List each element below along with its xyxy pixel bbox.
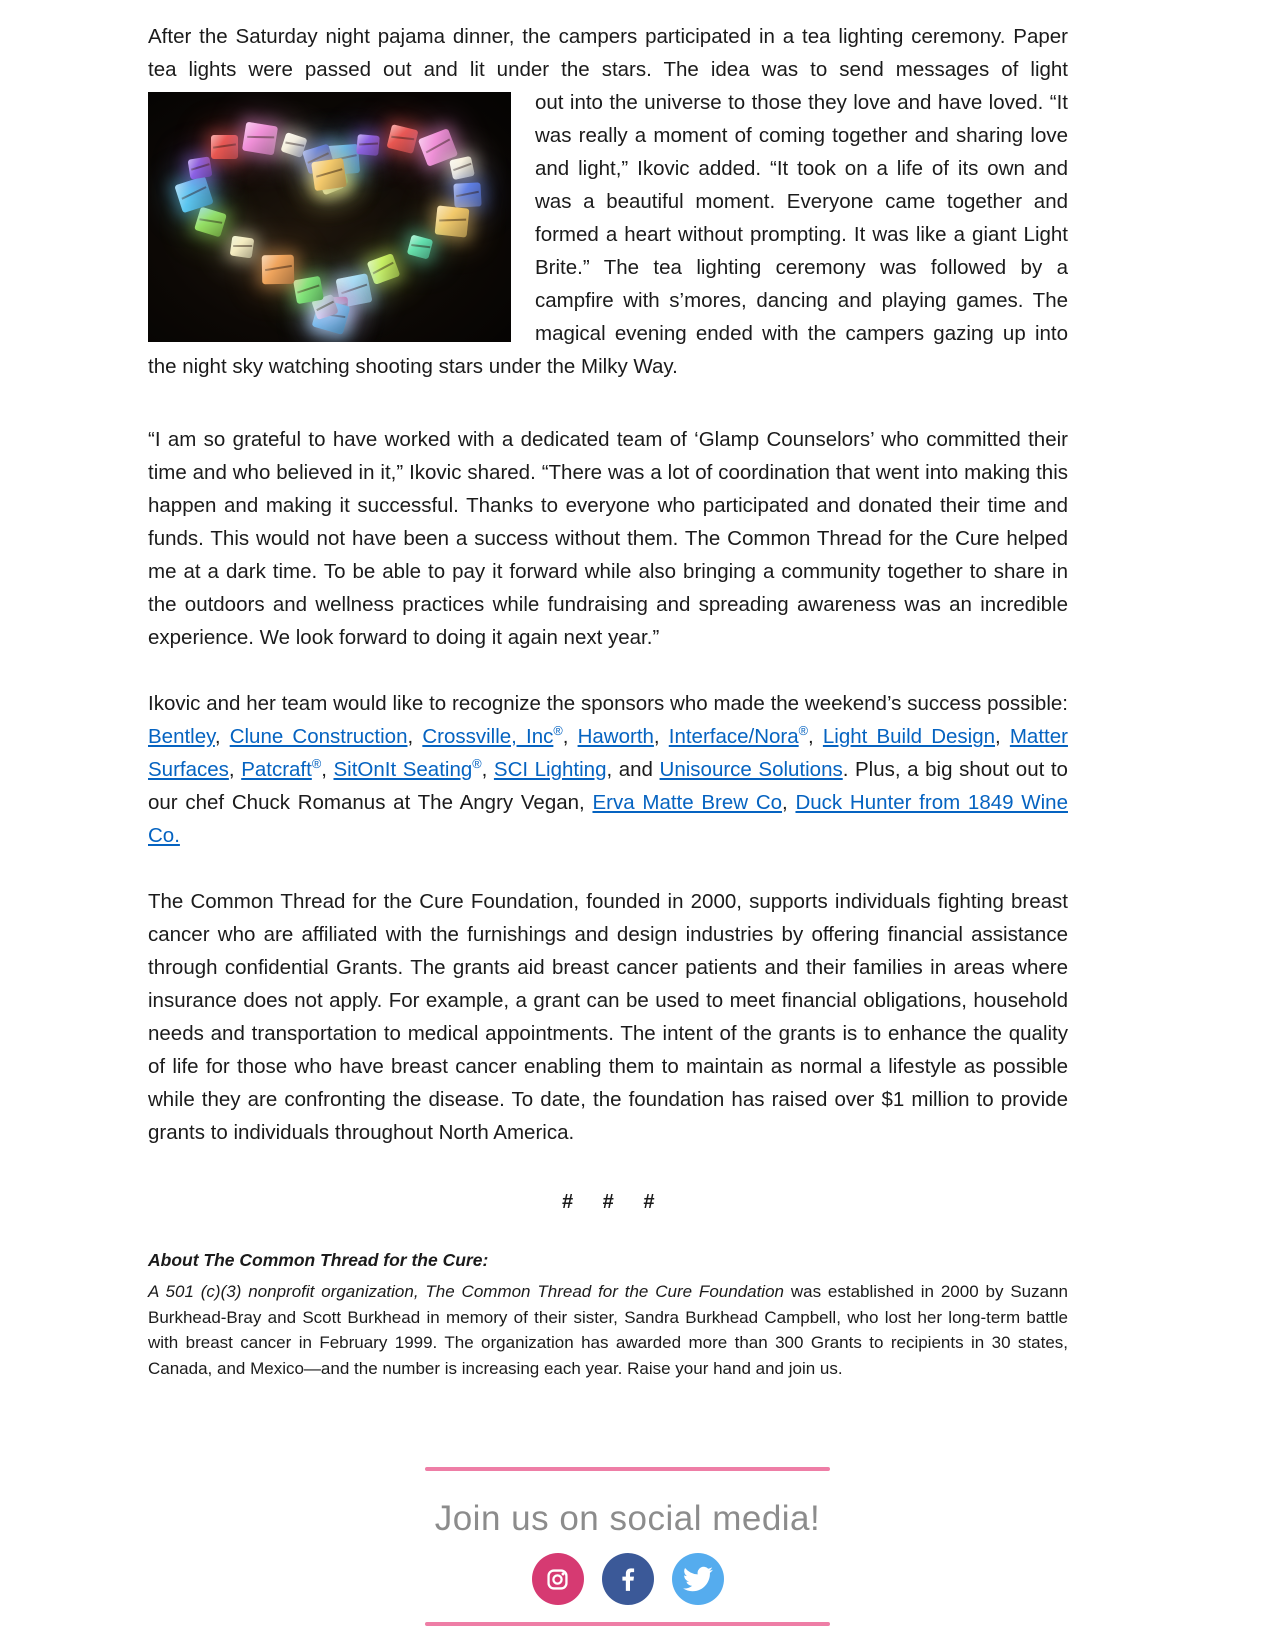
text-run: , xyxy=(995,725,1010,748)
text-run: , xyxy=(782,791,796,814)
facebook-icon[interactable] xyxy=(602,1553,654,1605)
social-icons-row xyxy=(425,1553,830,1605)
paper-lantern xyxy=(453,182,481,207)
paragraph-quote: “I am so grateful to have worked with a dedicated team of ‘Glamp Counselors’ who committed their time and who believed in it,” Ikovic shared. “There was a lot of coordination that went into making this happen and making it successful. Thanks to everyone who participated and donated their time and funds. This would not have been a success without them. The Common Thread for the Cure helped me at a dark time. To be able to pay it forward while also bringing a community together to share in the outdoors and wellness practices while fundraising and spreading awareness was an incredible experience. We look forward to doing it again next year.” xyxy=(148,428,1068,649)
text-run: , xyxy=(562,725,578,748)
paragraph-foundation: The Common Thread for the Cure Foundation, founded in 2000, supports individuals fighting breast cancer who are affiliated with the furnishings and design industries by offering financial assistance through confidential Grants. The grants aid breast cancer patients and their families in areas where insurance does not apply. For example, a grant can be used to meet financial obligations, household needs and transportation to medical appointments. The intent of the grants is to enhance the quality of life for those who have breast cancer enabling them to maintain as normal a lifestyle as possible while they are confronting the disease. To date, the foundation has raised over $1 million to provide grants to individuals throughout North America. xyxy=(148,890,1068,1144)
about-italic-lead: A 501 (c)(3) nonprofit organization, The Common Thread for the Cure Foundation xyxy=(148,1282,784,1301)
paper-lantern xyxy=(194,207,227,238)
paper-lantern xyxy=(449,156,475,180)
sponsor-link[interactable]: Crossville, Inc xyxy=(422,725,554,748)
text-run: Ikovic and her team would like to recognize the sponsors who made the weekend’s success possible: xyxy=(148,692,1068,715)
paper-lantern xyxy=(242,122,278,156)
sponsor-link[interactable]: SCI Lighting xyxy=(493,758,607,781)
social-heading: Join us on social media! xyxy=(434,1499,821,1538)
tea-lights-photo xyxy=(148,92,511,342)
about-paragraph xyxy=(148,1279,1068,1381)
text-run: , xyxy=(214,725,230,748)
text-run: , xyxy=(321,758,334,781)
sponsor-link[interactable]: Clune Construction xyxy=(229,725,408,748)
paper-lantern xyxy=(367,253,401,285)
paper-lantern xyxy=(356,134,380,156)
sponsor-link[interactable]: SitOnIt Seating xyxy=(333,758,473,781)
registered-trademark: ® xyxy=(798,723,809,739)
registered-trademark: ® xyxy=(553,723,563,739)
sponsor-link[interactable]: Haworth xyxy=(577,725,654,748)
divider-bottom xyxy=(425,1622,830,1626)
divider-top xyxy=(425,1467,830,1471)
paragraph-ceremony xyxy=(148,86,1068,383)
text-run: . Plus, a big shout out to our chef Chuck Romanus at The Angry Vegan, xyxy=(148,758,1068,814)
paper-lantern xyxy=(386,124,418,154)
registered-trademark: ® xyxy=(472,756,482,772)
paper-lantern xyxy=(262,255,295,285)
paper-lantern xyxy=(211,135,238,159)
text-run: , xyxy=(808,725,823,748)
paper-lantern xyxy=(293,276,324,304)
sponsor-link[interactable]: Erva Matte Brew Co xyxy=(592,791,783,814)
paragraph-sponsors xyxy=(148,687,1068,852)
paper-lantern xyxy=(311,158,347,191)
twitter-icon[interactable] xyxy=(672,1553,724,1605)
sponsor-link[interactable]: Duck Hunter from 1849 Wine Co. xyxy=(148,791,1068,847)
paper-lantern xyxy=(407,234,433,259)
sponsor-link[interactable]: Light Build Design xyxy=(822,725,996,748)
sponsor-link[interactable]: Unisource Solutions xyxy=(659,758,843,781)
social-footer xyxy=(425,1467,830,1626)
paper-lantern xyxy=(174,176,213,213)
text-run: , xyxy=(481,758,494,781)
text-run: , and xyxy=(606,758,660,781)
paper-lantern xyxy=(188,156,213,179)
sponsor-link[interactable]: Interface/Nora xyxy=(668,725,799,748)
text-run: , xyxy=(228,758,242,781)
text-run: , xyxy=(407,725,423,748)
paper-lantern xyxy=(230,236,255,259)
paper-lantern xyxy=(435,205,470,237)
instagram-icon[interactable] xyxy=(532,1553,584,1605)
sponsor-link[interactable]: Matter Surfaces xyxy=(148,725,1068,781)
sponsor-link[interactable]: Bentley xyxy=(148,725,215,748)
text-run: , xyxy=(653,725,669,748)
paragraph-ceremony-text: out into the universe to those they love and have loved. “It was really a moment of coming together and sharing love and light,” Ikovic added. “It took on a life of its own and was a beautiful moment. Everyone came together and formed a heart without prompting. It was like a giant Light Brite.” The tea lighting ceremony was followed by a campfire with s’mores, dancing and playing games. The magical evening ended with the campers gazing up into the night sky watching shooting stars under the Milky Way. xyxy=(148,91,1068,378)
paragraph-intro: After the Saturday night pajama dinner, the campers participated in a tea lighting ceremony. Paper tea lights were passed out and lit under the stars. The idea was to send messages of light xyxy=(148,25,1068,81)
registered-trademark: ® xyxy=(311,756,322,772)
about-heading: About The Common Thread for the Cure: xyxy=(148,1250,489,1270)
sponsor-link[interactable]: Patcraft xyxy=(241,758,312,781)
end-marks: # # # xyxy=(561,1191,655,1213)
about-body-text: was established in 2000 by Suzann Burkhead-Bray and Scott Burkhead in memory of their sister, Sandra Burkhead Campbell, who lost her long-term battle with breast cancer in February 1999. The organization has awarded more than 300 Grants to recipients in 30 states, Canada, and Mexico—and the number is increasing each year. Raise your hand and join us. xyxy=(148,1282,1068,1378)
